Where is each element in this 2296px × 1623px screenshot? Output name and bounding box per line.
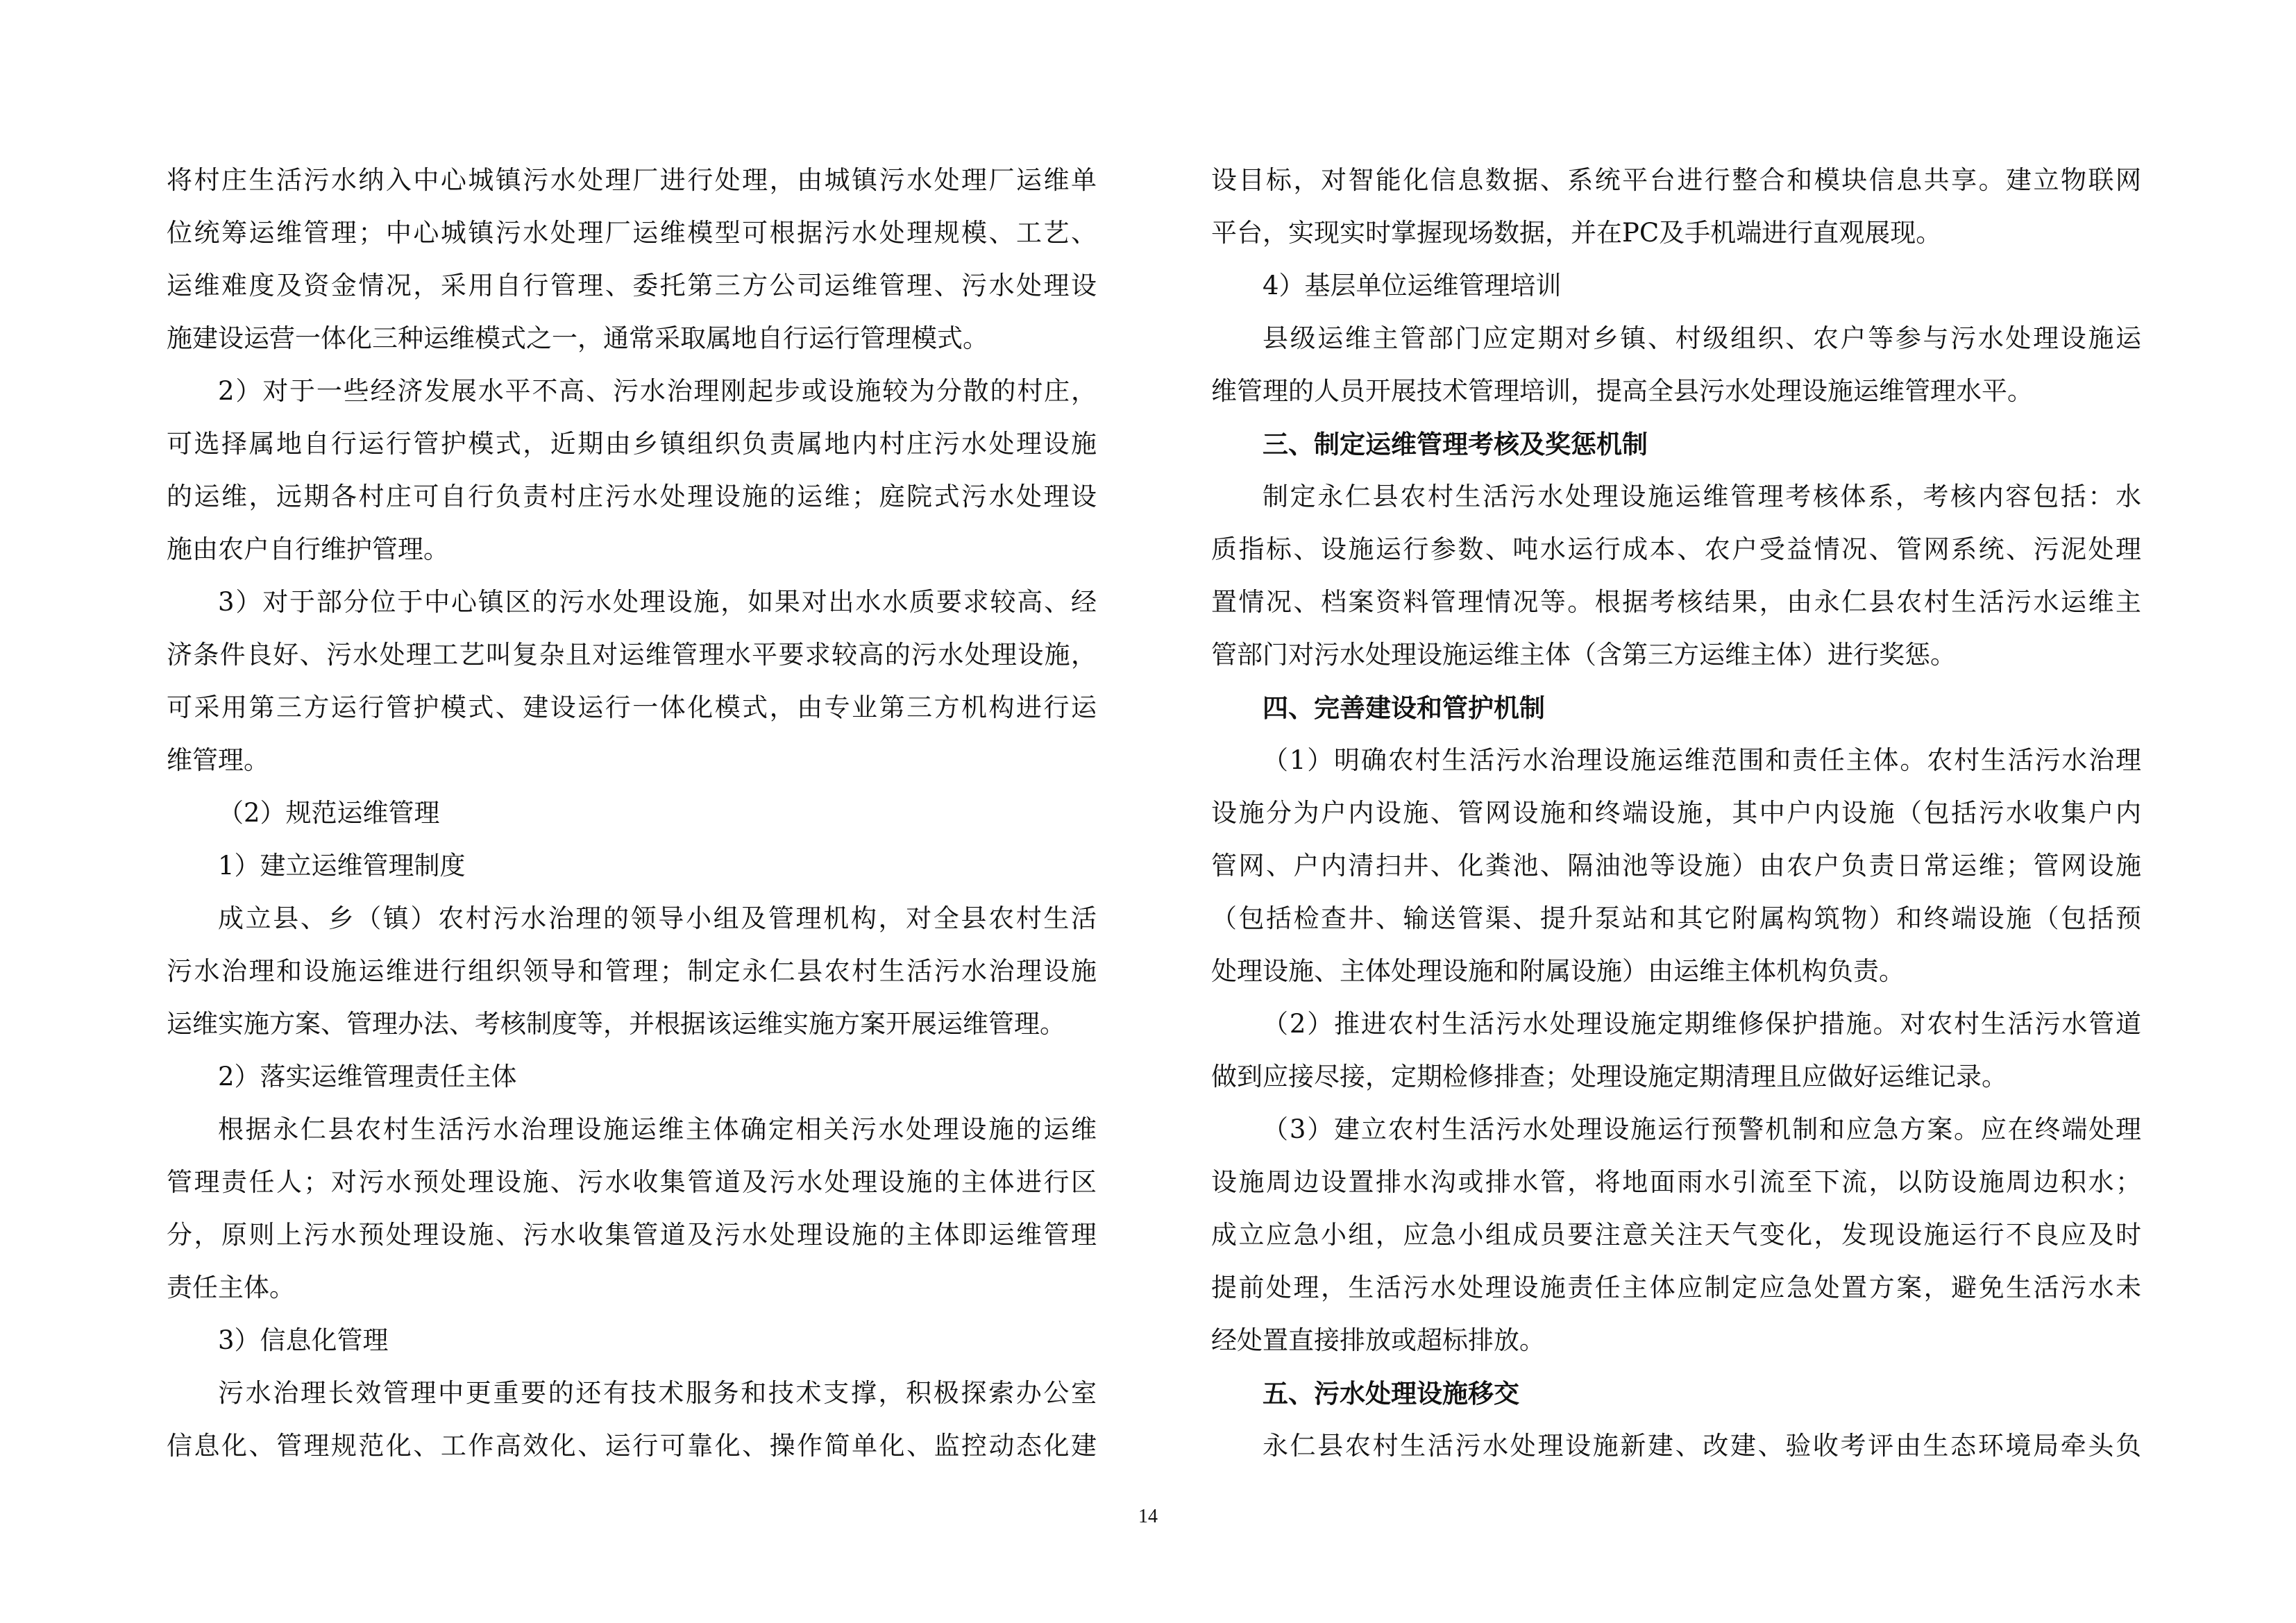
text-line: （1）明确农村生活污水治理设施运维范围和责任主体。农村生活污水治理 xyxy=(1263,745,2141,775)
text-line: 2）落实运维管理责任主体 xyxy=(218,1062,517,1091)
text-line: （3）建立农村生活污水处理设施运行预警机制和应急方案。应在终端处理 xyxy=(1263,1114,2141,1144)
text-line: 运维难度及资金情况，采用自行管理、委托第三方公司运维管理、污水处理设 xyxy=(167,271,1097,300)
section-heading: 三、制定运维管理考核及奖惩机制 xyxy=(1263,429,1648,459)
text-line: 3）对于部分位于中心镇区的污水处理设施，如果对出水水质要求较高、经 xyxy=(218,587,1097,617)
left-column xyxy=(167,154,1097,1472)
text-line: （2）推进农村生活污水处理设施定期维修保护措施。对农村生活污水管道 xyxy=(1263,1009,2141,1039)
text-line: 经处置直接排放或超标排放。 xyxy=(1211,1325,1545,1355)
text-line: 管理责任人；对污水预处理设施、污水收集管道及污水处理设施的主体进行区 xyxy=(167,1167,1097,1197)
text-line: 3）信息化管理 xyxy=(218,1325,389,1355)
text-line: 永仁县农村生活污水处理设施新建、改建、验收考评由生态环境局牵头负 xyxy=(1263,1431,2141,1461)
text-line: 做到应接尽接，定期检修排查；处理设施定期清理且应做好运维记录。 xyxy=(1211,1062,2007,1091)
text-line: 施由农户自行维护管理。 xyxy=(167,534,449,564)
text-line: 提前处理，生活污水处理设施责任主体应制定应急处置方案，避免生活污水未 xyxy=(1211,1273,2141,1302)
text-line: 质指标、设施运行参数、吨水运行成本、农户受益情况、管网系统、污泥处理 xyxy=(1211,534,2141,564)
text-line: 设施分为户内设施、管网设施和终端设施，其中户内设施（包括污水收集户内 xyxy=(1211,798,2141,828)
text-line: 根据永仁县农村生活污水治理设施运维主体确定相关污水处理设施的运维 xyxy=(218,1114,1097,1144)
text-line: 责任主体。 xyxy=(167,1273,295,1302)
right-column xyxy=(1211,154,2141,1472)
text-line: （2）规范运维管理 xyxy=(218,798,440,828)
text-line: 分，原则上污水预处理设施、污水收集管道及污水处理设施的主体即运维管理 xyxy=(167,1220,1097,1250)
text-line: 管部门对污水处理设施运维主体（含第三方运维主体）进行奖惩。 xyxy=(1211,640,1956,670)
text-line: 位统筹运维管理；中心城镇污水处理厂运维模型可根据污水处理规模、工艺、 xyxy=(167,218,1097,248)
text-line: 污水治理和设施运维进行组织领导和管理；制定永仁县农村生活污水治理设施 xyxy=(167,956,1097,986)
text-line: 设施周边设置排水沟或排水管，将地面雨水引流至下流，以防设施周边积水； xyxy=(1211,1167,2141,1197)
text-line: 可采用第三方运行管护模式、建设运行一体化模式，由专业第三方机构进行运 xyxy=(167,692,1097,722)
text-line: 4）基层单位运维管理培训 xyxy=(1263,271,1562,300)
text-line: 设目标，对智能化信息数据、系统平台进行整合和模块信息共享。建立物联网 xyxy=(1211,165,2141,195)
text-line: 1）建立运维管理制度 xyxy=(218,851,466,881)
text-line: 信息化、管理规范化、工作高效化、运行可靠化、操作简单化、监控动态化建 xyxy=(167,1431,1097,1461)
section-heading: 五、污水处理设施移交 xyxy=(1263,1378,1519,1409)
page-number: 14 xyxy=(1138,1506,1158,1527)
text-line: 成立县、乡（镇）农村污水治理的领导小组及管理机构，对全县农村生活 xyxy=(218,903,1097,933)
text-line: 成立应急小组，应急小组成员要注意关注天气变化，发现设施运行不良应及时 xyxy=(1211,1220,2141,1250)
text-line: 将村庄生活污水纳入中心城镇污水处理厂进行处理，由城镇污水处理厂运维单 xyxy=(167,165,1097,195)
text-line: 运维实施方案、管理办法、考核制度等，并根据该运维实施方案开展运维管理。 xyxy=(167,1009,1065,1039)
text-line: 平台，实现实时掌握现场数据，并在PC及手机端进行直观展现。 xyxy=(1211,218,1942,248)
text-line: 2）对于一些经济发展水平不高、污水治理刚起步或设施较为分散的村庄， xyxy=(218,376,1097,406)
text-line: 污水治理长效管理中更重要的还有技术服务和技术支撑，积极探索办公室 xyxy=(218,1378,1097,1408)
text-line: 县级运维主管部门应定期对乡镇、村级组织、农户等参与污水处理设施运 xyxy=(1263,323,2141,353)
text-line: 制定永仁县农村生活污水处理设施运维管理考核体系，考核内容包括：水 xyxy=(1263,482,2141,511)
text-line: 维管理的人员开展技术管理培训，提高全县污水处理设施运维管理水平。 xyxy=(1211,376,2033,406)
text-line: 施建设运营一体化三种运维模式之一，通常采取属地自行运行管理模式。 xyxy=(167,323,988,353)
text-line: 处理设施、主体处理设施和附属设施）由运维主体机构负责。 xyxy=(1211,956,1905,986)
text-line: 的运维，远期各村庄可自行负责村庄污水处理设施的运维；庭院式污水处理设 xyxy=(167,482,1097,511)
text-line: 维管理。 xyxy=(167,745,269,775)
text-line: 济条件良好、污水处理工艺叫复杂且对运维管理水平要求较高的污水处理设施， xyxy=(167,640,1097,670)
text-line: 管网、户内清扫井、化粪池、隔油池等设施）由农户负责日常运维；管网设施 xyxy=(1211,851,2141,881)
section-heading: 四、完善建设和管护机制 xyxy=(1263,692,1545,723)
text-line: 置情况、档案资料管理情况等。根据考核结果，由永仁县农村生活污水运维主 xyxy=(1211,587,2141,617)
text-line: 可选择属地自行运行管护模式，近期由乡镇组织负责属地内村庄污水处理设施 xyxy=(167,429,1097,459)
text-line: （包括检查井、输送管渠、提升泵站和其它附属构筑物）和终端设施（包括预 xyxy=(1211,903,2141,933)
